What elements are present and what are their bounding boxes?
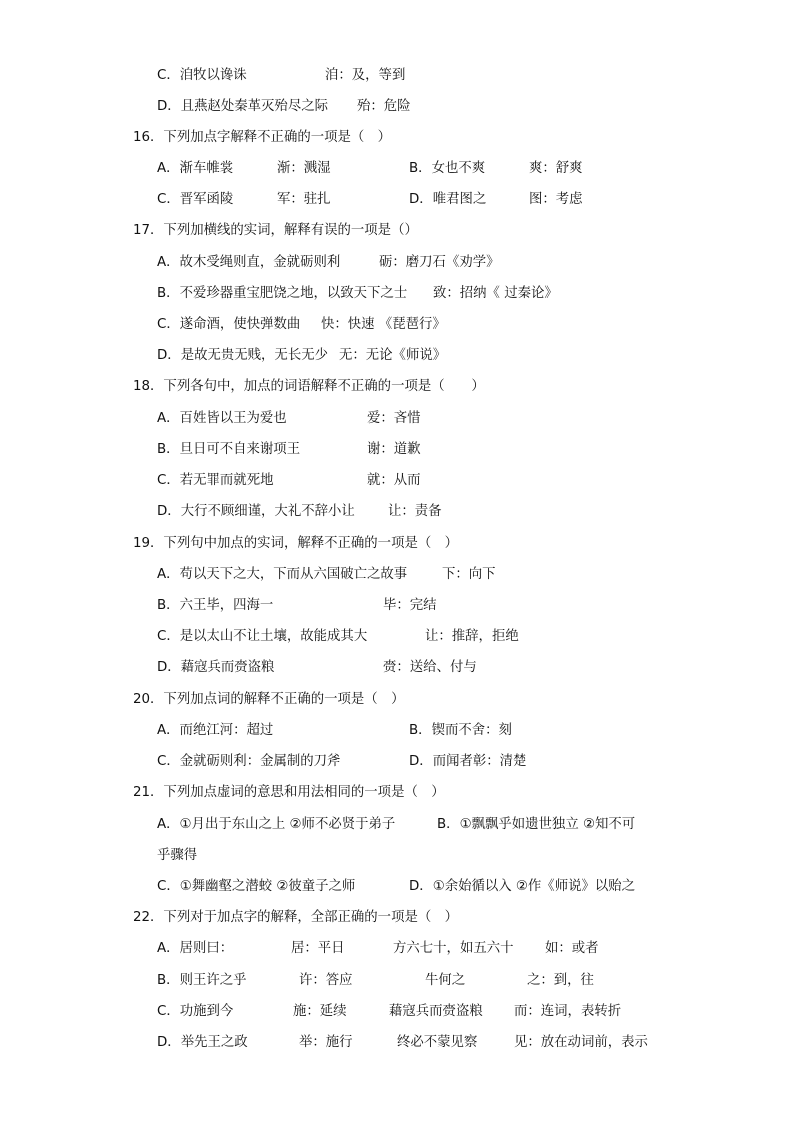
option-gloss: 渐：溅湿: [277, 161, 331, 176]
option-text: D．大行不顾细谨，大礼不辞小让: [157, 504, 355, 519]
option-gloss: 致：招纳《 过秦论》: [433, 286, 558, 301]
option-gloss: 赍：送给、付与: [383, 660, 477, 675]
option-gloss: 之：到，往: [527, 973, 594, 988]
option-gloss: 快：快速 《琵琶行》: [321, 317, 446, 332]
option-gloss: 洎：及，等到: [325, 68, 406, 83]
option-text: C．是以太山不让土壤，故能成其大: [157, 629, 368, 644]
option-gloss: 无：无论《师说》: [339, 348, 447, 363]
option-text: C．①舞幽壑之潜蛟 ②彼童子之师: [157, 879, 356, 894]
option-gloss: 见：放在动词前，表示: [514, 1035, 648, 1050]
option-gloss: 砺：磨刀石《劝学》: [379, 255, 500, 270]
option-text: B．女也不爽: [409, 161, 486, 176]
option-gloss: 爱：吝惜: [367, 411, 421, 426]
option-text-continued: 乎骤得: [157, 848, 198, 863]
option-gloss: 军：驻扎: [277, 192, 331, 207]
option-text: A．百姓皆以王为爱也: [157, 411, 287, 426]
option-gloss: 图：考虑: [529, 192, 583, 207]
option-text: 方六七十，如五六十: [393, 941, 514, 956]
option-text: C．遂命酒，使快弹数曲: [157, 317, 301, 332]
option-gloss: 毕：完结: [383, 598, 437, 613]
option-gloss: 举：施行: [299, 1035, 353, 1050]
option-gloss: 让：推辞，拒绝: [425, 629, 519, 644]
option-text: 终必不蒙见察: [397, 1035, 478, 1050]
option-text: D．是故无贵无贱，无长无少: [157, 348, 328, 363]
option-text: A．苟以天下之大，下而从六国破亡之故事: [157, 567, 408, 582]
option-text: B．①飘飘乎如遗世独立 ②知不可: [437, 817, 636, 832]
option-gloss: 施：延续: [293, 1004, 347, 1019]
question-stem: 18．下列各句中，加点的词语解释不正确的一项是（ ）: [133, 379, 485, 394]
question-stem: 20．下列加点词的解释不正确的一项是（ ）: [133, 692, 405, 707]
option-text: C．晋军函陵: [157, 192, 234, 207]
option-text: D．①余始循以入 ②作《师说》以贻之: [409, 879, 636, 894]
option-gloss: 而：连词，表转折: [514, 1004, 622, 1019]
option-text: D．举先王之政: [157, 1035, 248, 1050]
option-text: C．洎牧以谗诛: [157, 68, 247, 83]
option-gloss: 下：向下: [442, 567, 496, 582]
option-gloss: 让：责备: [388, 504, 442, 519]
option-text: A．①月出于东山之上 ②师不必贤于弟子: [157, 817, 396, 832]
option-gloss: 就：从而: [367, 473, 421, 488]
option-text: D．唯君图之: [409, 192, 487, 207]
option-gloss: 许：答应: [299, 973, 353, 988]
option-text: C．若无罪而就死地: [157, 473, 274, 488]
option-text: 牛何之: [425, 973, 466, 988]
option-text: A．渐车帷裳: [157, 161, 234, 176]
question-stem: 22．下列对于加点字的解释，全部正确的一项是（ ）: [133, 910, 459, 925]
option-text: B．旦日可不自来谢项王: [157, 442, 301, 457]
option-gloss: 爽：舒爽: [529, 161, 583, 176]
option-gloss: 谢：道歉: [367, 442, 421, 457]
option-text: B．则王许之乎: [157, 973, 247, 988]
question-stem: 21．下列加点虚词的意思和用法相同的一项是（ ）: [133, 785, 445, 800]
option-text: B．六王毕，四海一: [157, 598, 274, 613]
option-text: C．金就砺则利：金属制的刀斧: [157, 754, 341, 769]
option-text: A．而绝江河：超过: [157, 723, 274, 738]
option-text: B．不爱珍器重宝肥饶之地，以致天下之士: [157, 286, 408, 301]
option-gloss: 如：或者: [545, 941, 599, 956]
option-text: A．居则曰：: [157, 941, 234, 956]
option-text: C．功施到今: [157, 1004, 234, 1019]
option-text: D．藉寇兵而赍盗粮: [157, 660, 275, 675]
option-text: D．且燕赵处秦革灭殆尽之际: [157, 99, 328, 114]
option-text: 藉寇兵而赍盗粮: [389, 1004, 483, 1019]
option-text: A．故木受绳则直，金就砺则利: [157, 255, 341, 270]
question-stem: 19．下列句中加点的实词，解释不正确的一项是（ ）: [133, 536, 459, 551]
option-gloss: 殆：危险: [357, 99, 411, 114]
question-stem: 16．下列加点字解释不正确的一项是（ ）: [133, 130, 392, 145]
option-gloss: 居：平日: [291, 941, 345, 956]
question-stem: 17．下列加横线的实词，解释有误的一项是（）: [133, 223, 418, 238]
option-text: B．锲而不舍：刻: [409, 723, 512, 738]
option-text: D．而闻者彰：清楚: [409, 754, 527, 769]
